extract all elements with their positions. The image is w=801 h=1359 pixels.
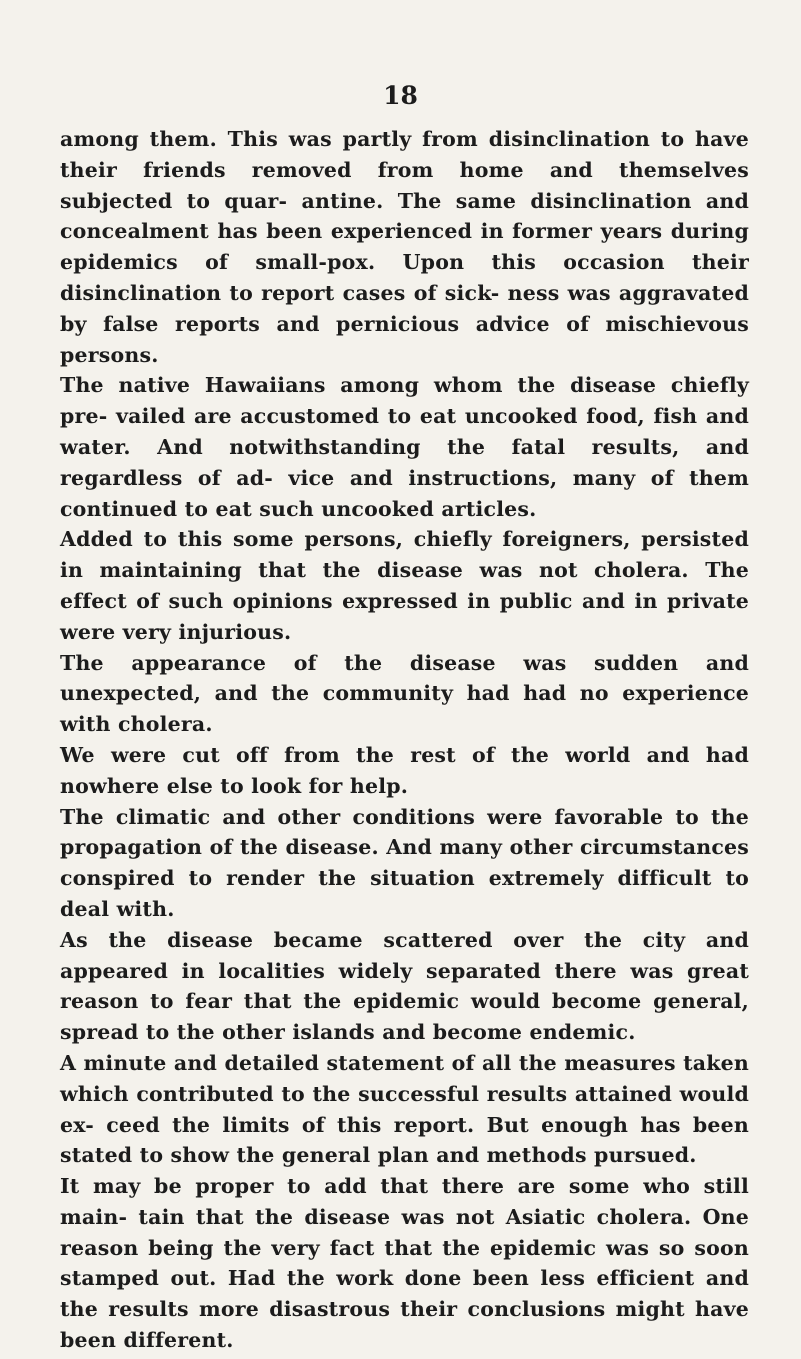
paragraph-3: Added to this some persons, chiefly foreigners, persisted in maintaining that the disease was not cholera. The effect of such opinions expressed in public and in private were very injurious.: [60, 527, 749, 644]
body-text: [60, 124, 749, 1356]
paragraph-8: A minute and detailed statement of all the measures taken which contributed to the successful results attained would ex- ceed the limits of this report. But enough has been stated to show the general plan and methods pursued.: [60, 1050, 749, 1168]
paragraph-1: among them. This was partly from disinclination to have their friends removed from home and themselves subjected to quar- antine. The same disinclination and concealment has been experienced in former years during epidemics of small-pox. Upon this occasion their disinclination to report cases of sick- ness was aggravated by false reports and pernicious advice of mischievous persons.: [60, 127, 749, 367]
paragraph-9: It may be proper to add that there are some who still main- tain that the disease was not Asiatic cholera. One reason being the very fact that the epidemic was so soon stamped out. Had the work done been less efficient and the results more disastrous their conclusions might have been different.: [60, 1174, 749, 1353]
paragraph-6: The climatic and other conditions were favorable to the propagation of the disease. And many other circumstances conspired to render the situation extremely difficult to deal with.: [60, 804, 749, 921]
paragraph-5: We were cut off from the rest of the world and had nowhere else to look for help.: [60, 742, 749, 798]
paragraph-7: As the disease became scattered over the city and appeared in localities widely separated there was great reason to fear that the epidemic would become general, spread to the other islands and become endemic.: [60, 927, 749, 1045]
page-number: 18: [383, 81, 418, 110]
paragraph-4: The appearance of the disease was sudden and unexpected, and the community had had no experience with cholera.: [60, 650, 749, 737]
paragraph-2: The native Hawaiians among whom the disease chiefly pre- vailed are accustomed to eat uncooked food, fish and water. And notwithstanding the fatal results, and regardless of ad- vice and instructions, many of them continued to eat such uncooked articles.: [60, 373, 749, 521]
